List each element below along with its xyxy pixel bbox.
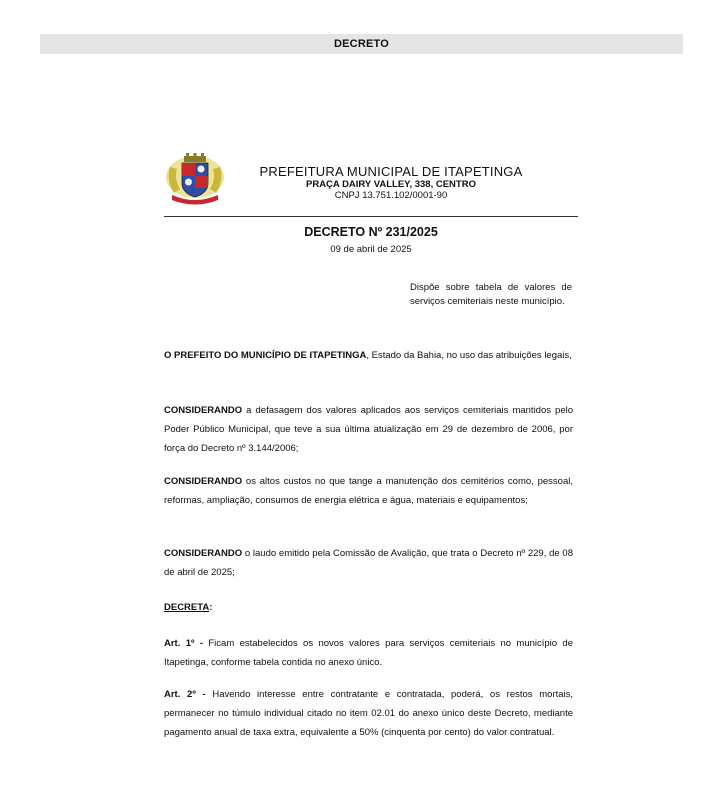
decreta-heading xyxy=(164,598,573,617)
article-lead: Art. 1º - xyxy=(164,638,204,649)
decree-date: 09 de abril de 2025 xyxy=(330,244,412,255)
municipal-coat-of-arms-icon xyxy=(164,153,226,207)
considerando-text: os altos custos no que tange a manutenção dos cemitérios como, pessoal, reformas, ampliação, consumos de energia elétrica e água, materiais e equipamentos; xyxy=(164,476,573,506)
letterhead xyxy=(228,164,554,201)
considerando-lead: CONSIDERANDO xyxy=(164,548,243,559)
considerando-paragraph xyxy=(164,472,573,510)
considerando-lead: CONSIDERANDO xyxy=(164,405,243,416)
organization-name: PREFEITURA MUNICIPAL DE ITAPETINGA xyxy=(259,164,523,179)
article-paragraph xyxy=(164,634,573,672)
considerando-lead: CONSIDERANDO xyxy=(164,476,243,487)
article-lead: Art. 2º - xyxy=(164,689,206,700)
article-paragraph xyxy=(164,685,573,742)
article-text: Ficam estabelecidos os novos valores para serviços cemiteriais no município de Itapetinga, conforme tabela contida no anexo único. xyxy=(164,638,574,668)
organization-address: PRAÇA DAIRY VALLEY, 338, CENTRO xyxy=(306,179,476,190)
considerando-paragraph xyxy=(164,544,573,582)
preamble-paragraph xyxy=(164,346,573,365)
decreta-suffix: : xyxy=(209,602,213,613)
article-text: Havendo interesse entre contratante e contratada, poderá, os restos mortais, permanecer no túmulo individual citado no item 02.01 do anexo único deste Decreto, mediante pagamento anual de taxa extra, equivalente a 50% (cinquenta por cento) do valor contratual. xyxy=(164,689,573,738)
decreta-label: DECRETA xyxy=(164,602,210,613)
considerando-paragraph xyxy=(164,401,573,458)
document-type-banner: DECRETO xyxy=(40,34,683,54)
organization-cnpj: CNPJ 13.751.102/0001-90 xyxy=(334,190,448,201)
considerando-text: a defasagem dos valores aplicados aos serviços cemiteriais mantidos pelo Poder Público Municipal, que teve a sua última atualização em 29 de dezembro de 2006, por força do Decreto nº 3.144/2006; xyxy=(164,405,573,454)
preamble-text: , Estado da Bahia, no uso das atribuições legais, xyxy=(366,350,572,361)
preamble-bold: O PREFEITO DO MUNICÍPIO DE ITAPETINGA xyxy=(164,350,367,361)
decree-number: DECRETO Nº 231/2025 xyxy=(304,225,438,239)
header-divider xyxy=(164,216,578,217)
considerando-text: o laudo emitido pela Comissão de Avalição, que trata o Decreto nº 229, de 08 de abril de 2025; xyxy=(164,548,573,578)
decree-ementa: Dispõe sobre tabela de valores de serviços cemiteriais neste município. xyxy=(410,282,572,307)
